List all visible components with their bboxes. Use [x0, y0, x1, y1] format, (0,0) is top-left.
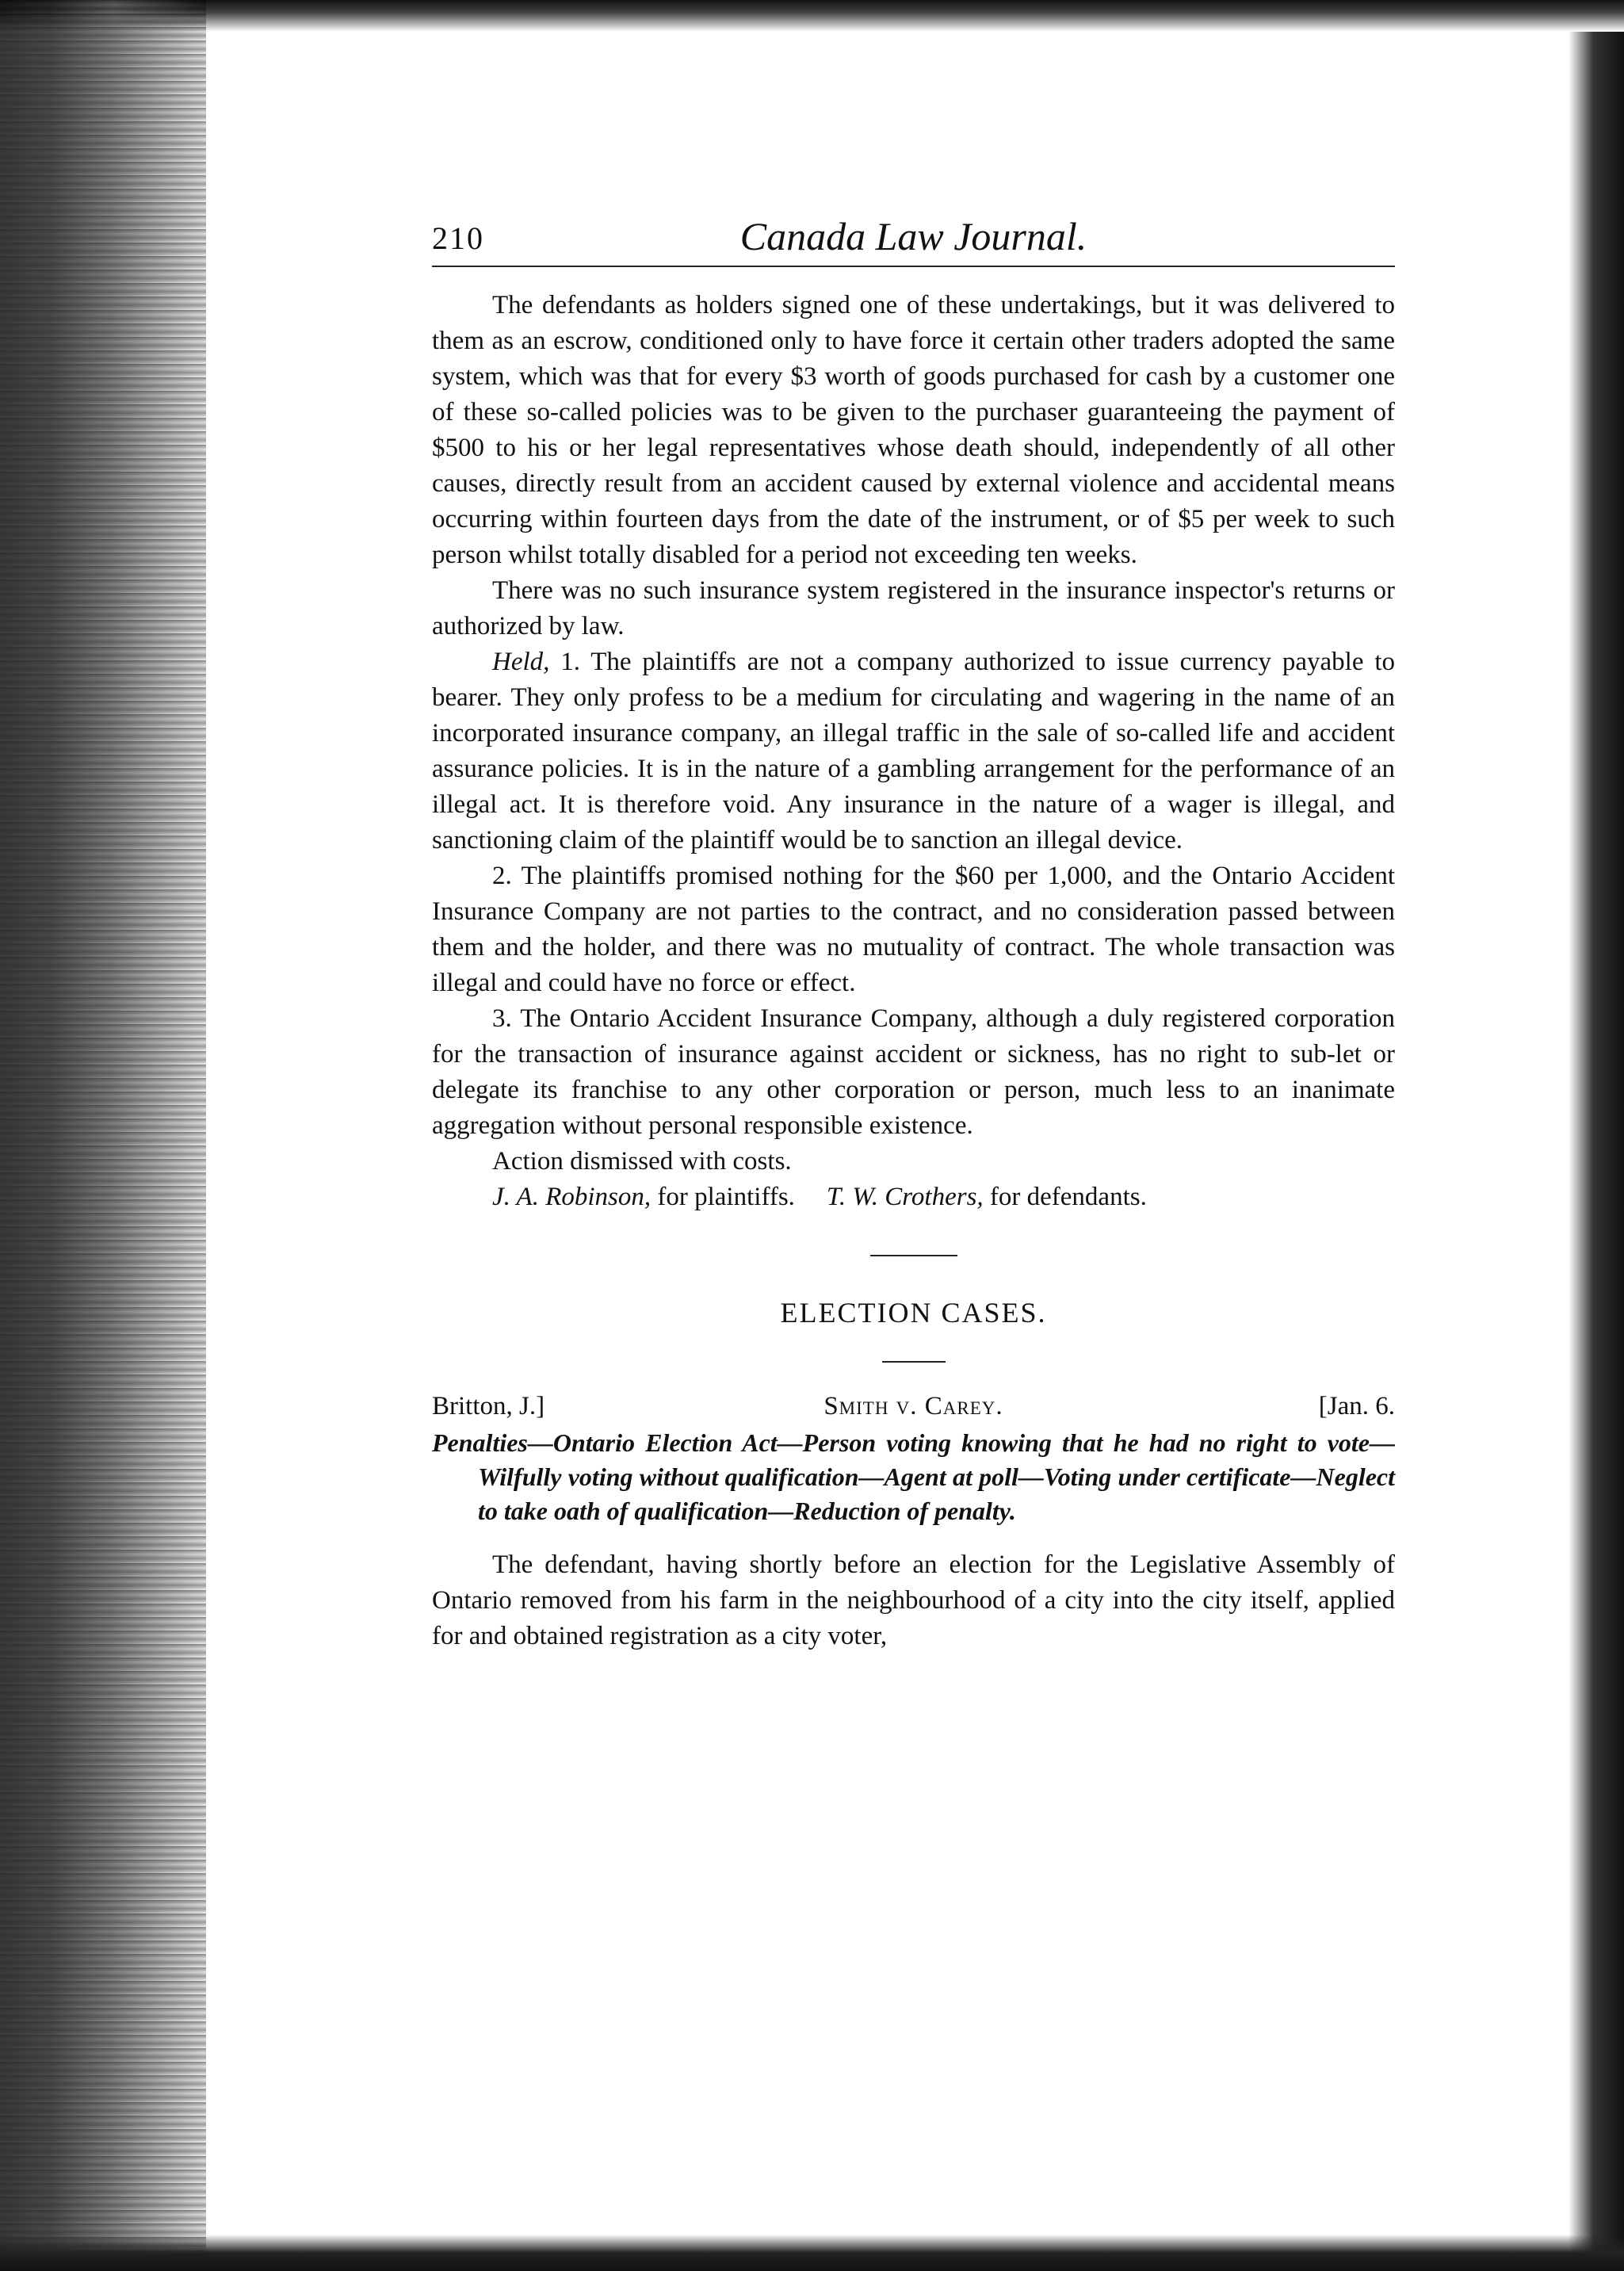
held-label: Held, — [492, 648, 550, 676]
case-caption — [432, 1386, 1395, 1426]
heading-divider — [882, 1361, 946, 1363]
defendant-counsel-name: T. W. Crothers, — [826, 1183, 984, 1211]
scan-edge-left — [0, 0, 206, 2271]
journal-title: Canada Law Journal. — [739, 214, 1087, 258]
paragraph-facts: The defendants as holders signed one of these undertakings, but it was delivered to them as an escrow, conditioned only to have force it certain other traders adopted the same system, which was that for every $3 worth of goods purchased for cash by a customer one of these so-called policies was to be given to the purchaser guaranteeing the payment of $500 to his or her legal representatives whose death should, independently of all other causes, directly result from an accident caused by external violence and accidental means occurring within fourteen days from the date of the instrument, or of $5 per week to such person whilst totally disabled for a period not exceeding ten weeks. — [432, 291, 1395, 569]
section-heading: ELECTION CASES. — [780, 1297, 1047, 1329]
held-text: 1. The plaintiffs are not a company authorized to issue currency payable to bearer. They only profess to be a medium for circulating and wagering in the name of an incorporated insurance company, an illegal traffic in the sale of so-called life and accident assurance policies. It is in the nature of a gambling arrangement for the performance of an illegal act. It is therefore void. Any insurance in the nature of a wager is illegal, and sanctioning claim of the plaintiff would be to sanction an illegal device. — [432, 648, 1395, 854]
paragraph-point-3: 3. The Ontario Accident Insurance Company, although a duly registered corporation for the transaction of insurance against accident or sickness, has no right to sub-let or delegate its franchise to any other corporation or person, much less to an inanimate aggregation without personal responsible existence. — [432, 1004, 1395, 1140]
journal-page — [432, 202, 1395, 1654]
case-date: [Jan. 6. — [1318, 1392, 1395, 1420]
paragraph-point-2: 2. The plaintiffs promised nothing for the $60 per 1,000, and the Ontario Accident Insurance Company are not parties to the contract, and no consideration passed between them and the holder, and there was no mutuality of contract. The whole transaction was illegal and could have no force or effect. — [432, 862, 1395, 997]
paragraph-held — [432, 644, 1395, 858]
case-judge: Britton, J.] — [432, 1392, 545, 1420]
paragraph-disposition: Action dismissed with costs. — [492, 1147, 792, 1176]
counsel-line — [432, 1179, 1395, 1215]
case-headnote: Penalties—Ontario Election Act—Person voting knowing that he had no right to vote—Wilfully voting without qualification—Agent at poll—Voting under certificate—Neglect to take oath of qualification—Reduction of penalty. — [432, 1428, 1395, 1525]
plaintiff-counsel-role: for plaintiffs. — [651, 1183, 795, 1211]
running-head — [432, 202, 1395, 267]
scan-edge-right — [1569, 32, 1624, 2271]
plaintiff-counsel-name: J. A. Robinson, — [492, 1183, 652, 1211]
scan-edge-top — [0, 0, 1624, 32]
body-text — [432, 288, 1395, 1215]
section-divider — [870, 1255, 957, 1256]
paragraph-election-facts: The defendant, having shortly before an election for the Legislative Assembly of Ontario removed from his farm in the neighbourhood of a city into the city itself, applied for and obtained registration as a city voter, — [432, 1550, 1395, 1650]
defendant-counsel-role: for defendants. — [983, 1183, 1147, 1211]
case-name: Smith v. Carey. — [823, 1392, 1003, 1420]
paragraph-no-registration: There was no such insurance system registered in the insurance inspector's returns or authorized by law. — [432, 576, 1395, 640]
scan-edge-bottom — [0, 2235, 1624, 2271]
page-number: 210 — [432, 220, 484, 256]
